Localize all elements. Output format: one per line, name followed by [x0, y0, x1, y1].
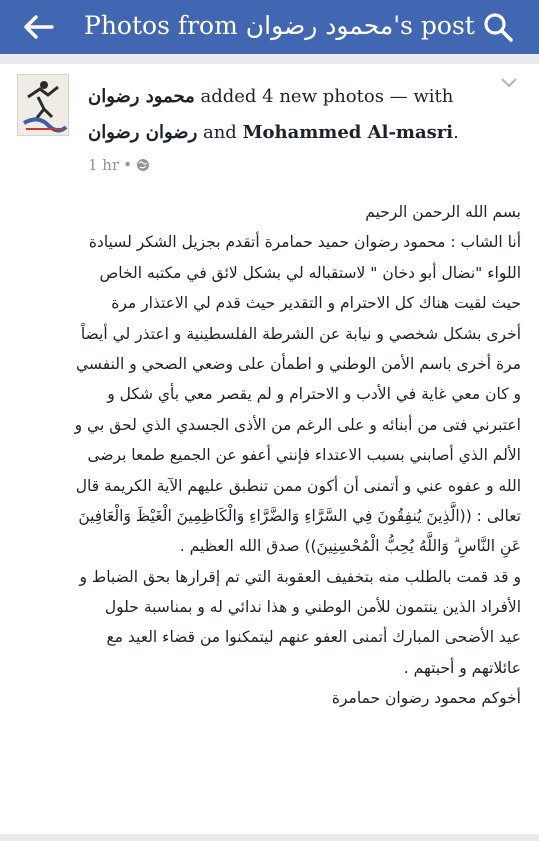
post-line: حيث لقيت هناك كل الاحترام و التقدير حيث قدم لي الاعتذار مرة: [111, 294, 521, 313]
page-title: Photos from محمود رضوان's post: [84, 11, 475, 40]
post-line: عائلاتهم و أحبتهم .: [403, 658, 521, 677]
post-line: تعالى : ((الَّذِينَ يُنفِقُونَ فِي السَّرَّاءِ وَالضَّرَّاءِ وَالْكَاظِمِينَ الْغَيْظَ وَالْعَافِينَ: [78, 506, 521, 525]
post-line: عَنِ النَّاسِ ۗ وَاللَّهُ يُحِبُّ الْمُحْسِنِينَ)) صدق الله العظيم .: [179, 537, 521, 556]
tagged-person-2[interactable]: Mohammed Al-masri: [242, 122, 454, 143]
post-line: بسم الله الرحمن الرحيم: [365, 203, 521, 221]
post-time[interactable]: 1 hr: [88, 156, 120, 174]
post-line: اللواء "نضال أبو دخان " لاستقباله لي بشكل لائق في مكتبه الخاص: [99, 263, 521, 282]
post-meta: [88, 156, 150, 174]
meta-dot: •: [123, 156, 133, 174]
post-line: و كان معي غاية في الأدب و الاحترام و لم يقصر معي بأي شكل و: [107, 385, 521, 404]
post-line: اعتبرني فتى من أبنائه و على الرغم من الأذى الجسدي الذي لحق بي و: [74, 415, 521, 434]
tagged-person-1[interactable]: رضوان رضوان: [88, 122, 198, 143]
post-line: أخرى بشكل شخصي و نيابة عن الشرطة الفلسطينية و اعتذر لي أيضاً: [80, 324, 521, 343]
globe-icon: [136, 158, 150, 172]
bottom-separator: [0, 834, 539, 841]
post-line: أنا الشاب : محمود رضوان حميد حمامرة أتقدم بجزيل الشكر لسيادة: [88, 233, 521, 252]
header-separator: [0, 54, 539, 64]
post-header-line-2: [88, 122, 459, 143]
post-line: الأفراد الذين ينتمون للأمن الوطني و هذا ندائي له و بمناسبة حلول: [104, 598, 521, 617]
post-line: و قد قمت بالطلب منه بتخفيف العقوبة التي تم إقرارها بحق الضباط و: [79, 567, 521, 586]
post-action: added 4 new photos — with: [194, 86, 454, 107]
post-line: مرة أخرى باسم الأمن الوطني و اطمأن على وضعي الصحي و النفسي: [75, 354, 521, 373]
post-card: [0, 64, 539, 841]
conjunction: and: [197, 122, 243, 143]
post-line: عيد الأضحى المبارك أتمنى العفو عنهم ليتمكنوا من قضاء العيد مع: [106, 628, 521, 647]
post-header-line-1: [88, 86, 453, 107]
avatar[interactable]: [17, 74, 69, 136]
period: .: [453, 122, 459, 143]
back-arrow-icon[interactable]: [22, 13, 54, 41]
post-body: [16, 197, 521, 714]
search-icon[interactable]: [483, 12, 513, 42]
chevron-down-icon[interactable]: [501, 78, 517, 88]
post-line: أخوكم محمود رضوان حمامرة: [331, 689, 521, 708]
post-line: الله و عفوه عني و أتمنى أن أكون ممن تنطبق عليهم الآية الكريمة قال: [75, 476, 521, 495]
top-app-bar: [0, 0, 539, 54]
avatar-figure-icon: [18, 75, 69, 136]
author-name[interactable]: محمود رضوان: [88, 86, 195, 107]
post-line: الألم الذي أصابني بسبب الاعتداء فإنني أعفو عن الجميع طمعا برضى: [87, 446, 521, 465]
